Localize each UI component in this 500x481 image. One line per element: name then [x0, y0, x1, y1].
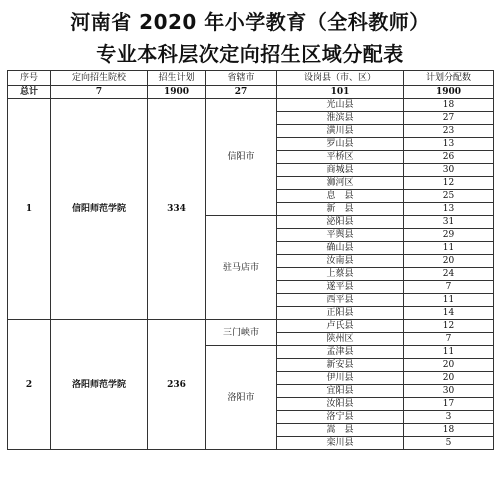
school-name: 信阳师范学院	[51, 99, 148, 320]
county-name: 光山县	[277, 99, 404, 112]
county-name: 确山县	[277, 242, 404, 255]
total-quota: 1900	[404, 86, 494, 99]
county-quota: 24	[404, 268, 494, 281]
county-name: 西平县	[277, 294, 404, 307]
county-quota: 5	[404, 437, 494, 450]
city-name: 驻马店市	[206, 216, 277, 320]
county-name: 新安县	[277, 359, 404, 372]
county-quota: 12	[404, 177, 494, 190]
county-name: 汝南县	[277, 255, 404, 268]
county-quota: 25	[404, 190, 494, 203]
county-name: 泌阳县	[277, 216, 404, 229]
city-name: 洛阳市	[206, 346, 277, 450]
county-quota: 7	[404, 281, 494, 294]
county-quota: 12	[404, 320, 494, 333]
county-quota: 13	[404, 138, 494, 151]
table-header-row	[8, 71, 494, 86]
county-name: 浉河区	[277, 177, 404, 190]
county-quota: 30	[404, 164, 494, 177]
row-number: 1	[8, 99, 51, 320]
county-quota: 14	[404, 307, 494, 320]
county-name: 新 县	[277, 203, 404, 216]
city-name: 信阳市	[206, 99, 277, 216]
county-name: 洛宁县	[277, 411, 404, 424]
county-name: 孟津县	[277, 346, 404, 359]
city-name: 三门峡市	[206, 320, 277, 346]
total-counties: 101	[277, 86, 404, 99]
county-name: 罗山县	[277, 138, 404, 151]
table-row	[8, 320, 494, 333]
county-name: 平桥区	[277, 151, 404, 164]
total-schools: 7	[51, 86, 148, 99]
county-quota: 20	[404, 372, 494, 385]
county-name: 正阳县	[277, 307, 404, 320]
document-subtitle: 专业本科层次定向招生区域分配表	[96, 42, 404, 66]
county-quota: 17	[404, 398, 494, 411]
county-quota: 11	[404, 242, 494, 255]
county-name: 卢氏县	[277, 320, 404, 333]
county-quota: 20	[404, 255, 494, 268]
total-label: 总计	[8, 86, 51, 99]
county-quota: 26	[404, 151, 494, 164]
county-name: 宜阳县	[277, 385, 404, 398]
county-quota: 11	[404, 346, 494, 359]
county-name: 伊川县	[277, 372, 404, 385]
header-no: 序号	[8, 71, 51, 86]
county-name: 汝阳县	[277, 398, 404, 411]
row-number: 2	[8, 320, 51, 450]
county-name: 商城县	[277, 164, 404, 177]
header-quota: 计划分配数	[404, 71, 494, 86]
school-name: 洛阳师范学院	[51, 320, 148, 450]
county-quota: 18	[404, 424, 494, 437]
county-quota: 23	[404, 125, 494, 138]
total-cities: 27	[206, 86, 277, 99]
county-name: 栾川县	[277, 437, 404, 450]
county-name: 嵩 县	[277, 424, 404, 437]
county-name: 平舆县	[277, 229, 404, 242]
header-school: 定向招生院校	[51, 71, 148, 86]
enrollment-plan: 334	[148, 99, 206, 320]
allocation-table	[7, 70, 494, 450]
county-name: 遂平县	[277, 281, 404, 294]
county-name: 息 县	[277, 190, 404, 203]
county-quota: 31	[404, 216, 494, 229]
county-quota: 13	[404, 203, 494, 216]
header-county: 设岗县（市、区）	[277, 71, 404, 86]
total-plan: 1900	[148, 86, 206, 99]
enrollment-plan: 236	[148, 320, 206, 450]
county-quota: 27	[404, 112, 494, 125]
county-name: 淮滨县	[277, 112, 404, 125]
county-name: 陕州区	[277, 333, 404, 346]
header-plan: 招生计划	[148, 71, 206, 86]
county-quota: 7	[404, 333, 494, 346]
county-quota: 3	[404, 411, 494, 424]
county-name: 上蔡县	[277, 268, 404, 281]
document-title: 河南省 2020 年小学教育（全科教师）	[70, 10, 430, 34]
county-quota: 20	[404, 359, 494, 372]
county-name: 潢川县	[277, 125, 404, 138]
total-row	[8, 86, 494, 99]
county-quota: 18	[404, 99, 494, 112]
county-quota: 11	[404, 294, 494, 307]
header-city: 省辖市	[206, 71, 277, 86]
county-quota: 29	[404, 229, 494, 242]
table-row	[8, 99, 494, 112]
county-quota: 30	[404, 385, 494, 398]
